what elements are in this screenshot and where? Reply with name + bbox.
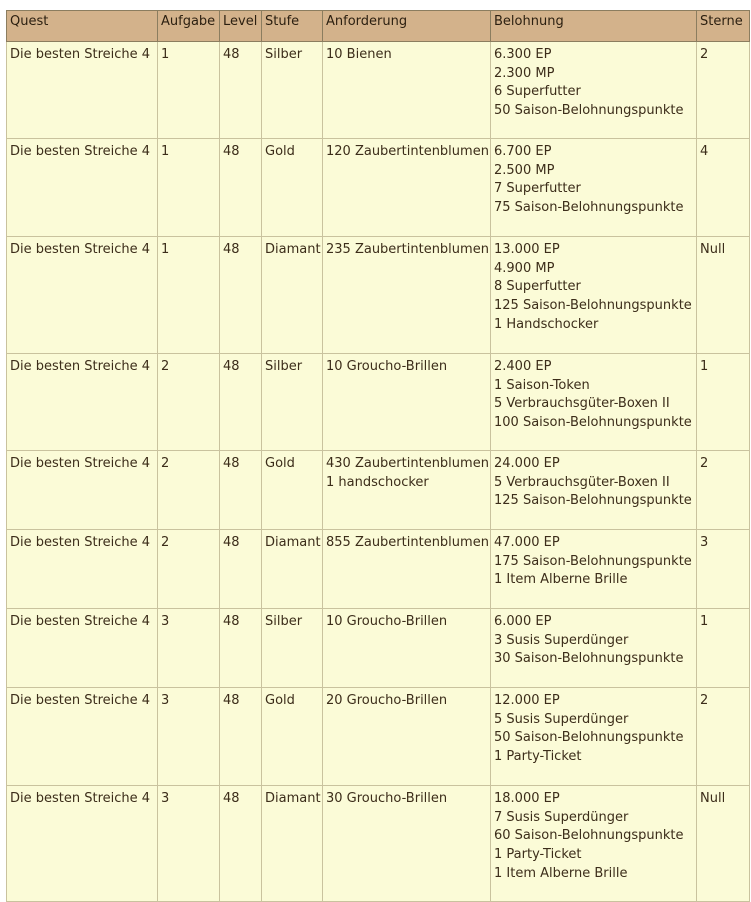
cell-stufe: Gold (262, 139, 323, 237)
cell-belohnung-line: 6.000 EP (494, 614, 552, 629)
cell-belohnung-line: 18.000 EP (494, 791, 560, 806)
cell-aufgabe: 3 (158, 609, 220, 688)
cell-anforderung (323, 688, 491, 786)
cell-anforderung (323, 42, 491, 139)
cell-sterne: 3 (697, 530, 750, 609)
cell-level: 48 (220, 237, 262, 354)
cell-aufgabe: 3 (158, 688, 220, 786)
cell-anforderung (323, 139, 491, 237)
cell-belohnung-line: 1 Item Alberne Brille (494, 572, 628, 588)
column-header-anforderung[interactable]: Anforderung (323, 11, 491, 42)
column-header-level[interactable]: Level (220, 11, 262, 42)
cell-stufe: Silber (262, 609, 323, 688)
cell-belohnung (491, 354, 697, 451)
cell-level: 48 (220, 451, 262, 530)
cell-sterne: Null (697, 786, 750, 902)
cell-quest: Die besten Streiche 4 (7, 609, 158, 688)
cell-stufe: Gold (262, 451, 323, 530)
cell-level: 48 (220, 688, 262, 786)
table-row (7, 786, 750, 902)
cell-belohnung (491, 786, 697, 902)
cell-anforderung-line: 235 Zaubertintenblumen (326, 242, 489, 257)
cell-anforderung-line: 30 Groucho-Brillen (326, 791, 448, 806)
cell-belohnung-line: 6.300 EP (494, 47, 552, 62)
cell-belohnung-line: 100 Saison-Belohnungspunkte (494, 415, 692, 431)
cell-belohnung-line: 5 Susis Superdünger (494, 711, 629, 727)
cell-level: 48 (220, 609, 262, 688)
cell-belohnung-line: 1 Party-Ticket (494, 847, 582, 863)
cell-anforderung-line: 120 Zaubertintenblumen (326, 144, 489, 159)
cell-aufgabe: 1 (158, 139, 220, 237)
cell-belohnung-line: 1 Handschocker (494, 316, 599, 332)
cell-quest: Die besten Streiche 4 (7, 42, 158, 139)
column-header-aufgabe[interactable]: Aufgabe (158, 11, 220, 42)
table-body (7, 42, 750, 902)
column-header-sterne[interactable]: Sterne (697, 11, 750, 42)
cell-belohnung-line: 5 Verbrauchsgüter-Boxen II (494, 396, 670, 412)
cell-belohnung (491, 688, 697, 786)
table-row (7, 451, 750, 530)
cell-belohnung (491, 451, 697, 530)
table-row (7, 139, 750, 237)
cell-belohnung (491, 530, 697, 609)
cell-quest: Die besten Streiche 4 (7, 139, 158, 237)
cell-belohnung-line: 75 Saison-Belohnungspunkte (494, 200, 684, 216)
column-header-stufe[interactable]: Stufe (262, 11, 323, 42)
cell-quest: Die besten Streiche 4 (7, 354, 158, 451)
quest-table (6, 10, 750, 902)
cell-level: 48 (220, 354, 262, 451)
cell-belohnung-line: 60 Saison-Belohnungspunkte (494, 828, 684, 844)
table-row (7, 530, 750, 609)
cell-belohnung-line: 30 Saison-Belohnungspunkte (494, 651, 684, 667)
cell-quest: Die besten Streiche 4 (7, 530, 158, 609)
cell-anforderung (323, 451, 491, 530)
cell-anforderung (323, 786, 491, 902)
cell-belohnung-line: 125 Saison-Belohnungspunkte (494, 493, 692, 509)
cell-anforderung-line: 430 Zaubertintenblumen (326, 456, 489, 471)
table-row (7, 688, 750, 786)
table-row (7, 237, 750, 354)
cell-stufe: Diamant (262, 237, 323, 354)
cell-belohnung-line: 125 Saison-Belohnungspunkte (494, 298, 692, 314)
cell-quest: Die besten Streiche 4 (7, 688, 158, 786)
cell-belohnung-line: 1 Party-Ticket (494, 749, 582, 765)
cell-stufe: Silber (262, 354, 323, 451)
cell-anforderung (323, 354, 491, 451)
column-header-quest[interactable]: Quest (7, 11, 158, 42)
cell-stufe: Gold (262, 688, 323, 786)
cell-belohnung-line: 5 Verbrauchsgüter-Boxen II (494, 474, 670, 490)
cell-stufe: Diamant (262, 530, 323, 609)
cell-belohnung-line: 6.700 EP (494, 144, 552, 159)
cell-sterne: 2 (697, 688, 750, 786)
cell-belohnung-line: 8 Superfutter (494, 279, 581, 295)
cell-belohnung-line: 7 Superfutter (494, 181, 581, 197)
cell-anforderung-line: 855 Zaubertintenblumen (326, 535, 489, 550)
cell-aufgabe: 2 (158, 530, 220, 609)
cell-anforderung-line: 10 Groucho-Brillen (326, 614, 448, 629)
cell-anforderung-line: 10 Bienen (326, 47, 392, 62)
cell-sterne: 1 (697, 609, 750, 688)
cell-level: 48 (220, 139, 262, 237)
cell-stufe: Silber (262, 42, 323, 139)
cell-belohnung (491, 42, 697, 139)
cell-belohnung-line: 2.500 MP (494, 162, 555, 178)
table-header-row (7, 11, 750, 42)
cell-level: 48 (220, 530, 262, 609)
cell-aufgabe: 1 (158, 42, 220, 139)
cell-belohnung (491, 139, 697, 237)
cell-belohnung-line: 4.900 MP (494, 260, 555, 276)
cell-belohnung-line: 47.000 EP (494, 535, 560, 550)
cell-level: 48 (220, 786, 262, 902)
cell-sterne: Null (697, 237, 750, 354)
cell-belohnung-line: 7 Susis Superdünger (494, 809, 629, 825)
cell-belohnung-line: 175 Saison-Belohnungspunkte (494, 553, 692, 569)
cell-belohnung-line: 2.400 EP (494, 359, 552, 374)
cell-aufgabe: 2 (158, 354, 220, 451)
table-row (7, 609, 750, 688)
cell-anforderung-line: 1 handschocker (326, 474, 429, 490)
cell-belohnung-line: 6 Superfutter (494, 84, 581, 100)
cell-sterne: 4 (697, 139, 750, 237)
cell-belohnung-line: 1 Saison-Token (494, 377, 590, 393)
cell-quest: Die besten Streiche 4 (7, 237, 158, 354)
cell-sterne: 2 (697, 451, 750, 530)
cell-belohnung-line: 24.000 EP (494, 456, 560, 471)
cell-belohnung-line: 12.000 EP (494, 693, 560, 708)
cell-stufe: Diamant (262, 786, 323, 902)
cell-anforderung (323, 237, 491, 354)
column-header-belohnung[interactable]: Belohnung (491, 11, 697, 42)
table-row (7, 354, 750, 451)
cell-anforderung-line: 20 Groucho-Brillen (326, 693, 448, 708)
cell-aufgabe: 2 (158, 451, 220, 530)
cell-belohnung (491, 609, 697, 688)
cell-belohnung-line: 50 Saison-Belohnungspunkte (494, 730, 684, 746)
cell-level: 48 (220, 42, 262, 139)
cell-anforderung (323, 609, 491, 688)
cell-sterne: 1 (697, 354, 750, 451)
cell-aufgabe: 1 (158, 237, 220, 354)
cell-quest: Die besten Streiche 4 (7, 786, 158, 902)
cell-sterne: 2 (697, 42, 750, 139)
table-row (7, 42, 750, 139)
cell-belohnung (491, 237, 697, 354)
cell-belohnung-line: 50 Saison-Belohnungspunkte (494, 103, 684, 119)
cell-belohnung-line: 13.000 EP (494, 242, 560, 257)
cell-anforderung (323, 530, 491, 609)
cell-aufgabe: 3 (158, 786, 220, 902)
cell-anforderung-line: 10 Groucho-Brillen (326, 359, 448, 374)
cell-quest: Die besten Streiche 4 (7, 451, 158, 530)
cell-belohnung-line: 2.300 MP (494, 65, 555, 81)
cell-belohnung-line: 3 Susis Superdünger (494, 632, 629, 648)
cell-belohnung-line: 1 Item Alberne Brille (494, 865, 628, 881)
